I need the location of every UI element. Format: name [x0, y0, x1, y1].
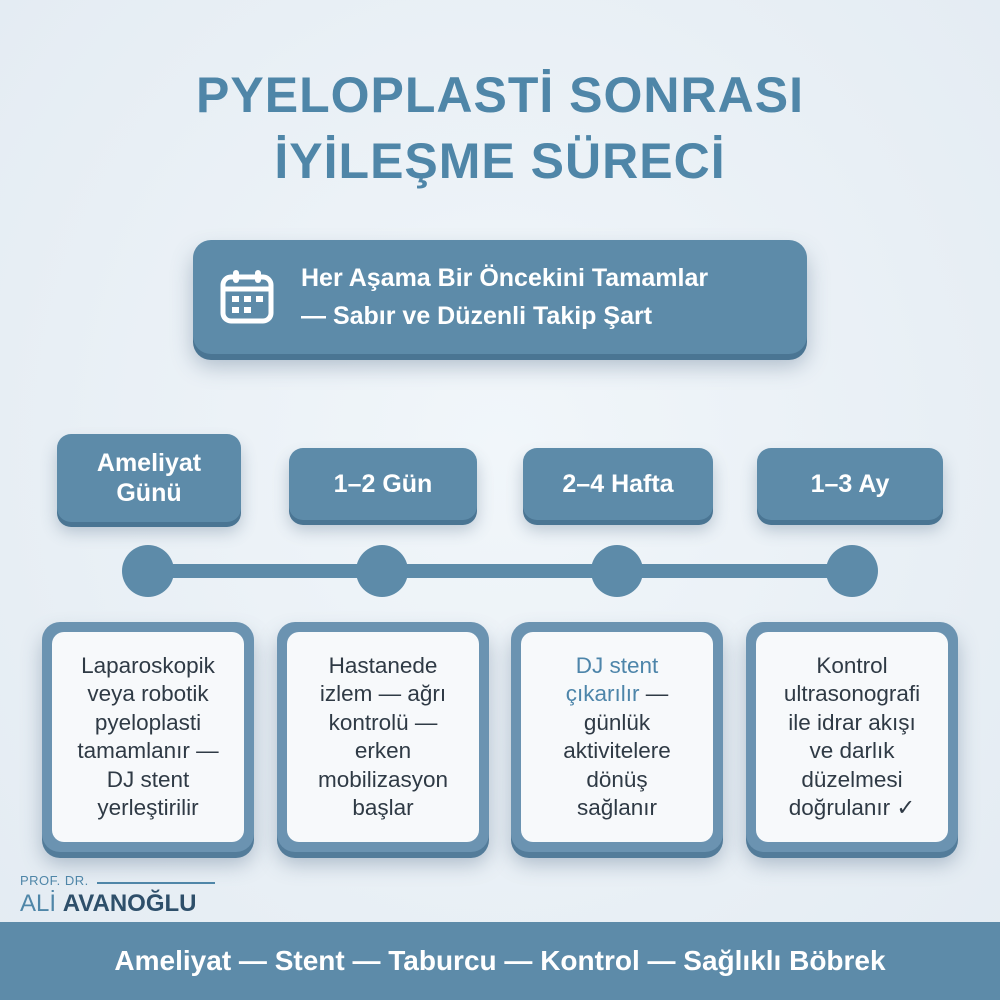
stage-card-1	[42, 622, 254, 852]
card-line: ve darlık	[809, 738, 895, 763]
card-line: düzelmesi	[801, 766, 903, 792]
stage-label-2	[289, 448, 477, 520]
card-line: Laparoskopik	[81, 652, 215, 678]
card-line: kontrolü —	[328, 709, 438, 735]
card-line: tamamlanır —	[77, 738, 219, 763]
footer-text: Ameliyat — Stent — Taburcu — Kontrol — Sağlıklı Böbrek	[114, 945, 886, 976]
stage-card-3	[511, 622, 723, 852]
stage-card-4	[746, 622, 958, 852]
card-line: doğrulanır ✓	[788, 795, 916, 820]
stage-label-line: Günü	[116, 479, 182, 507]
stage-label-3	[523, 448, 713, 520]
brand-logo	[20, 873, 215, 925]
card-line: izlem — ağrı	[319, 681, 447, 706]
card-line: sağlanır	[576, 795, 658, 820]
card-line: DJ stent	[106, 766, 190, 792]
card-line: dönüş	[586, 766, 648, 792]
timeline-node	[591, 545, 643, 597]
timeline-node	[826, 545, 878, 597]
stage-card-2	[277, 622, 489, 852]
brand-first-name: ALİ	[20, 890, 57, 917]
title-line-2: İYİLEŞME SÜRECİ	[274, 133, 726, 189]
card-line: veya robotik	[87, 681, 209, 706]
card-line: aktivitelere	[563, 738, 671, 763]
card-line: Hastanede	[328, 652, 438, 678]
card-line: ile idrar akışı	[788, 709, 916, 735]
stage-label-4	[757, 448, 943, 520]
card-line: ultrasonografi	[783, 681, 921, 706]
timeline-node	[122, 545, 174, 597]
brand-rule	[97, 882, 215, 884]
card-line: çıkarılır —	[565, 681, 669, 706]
stage-label-line: Ameliyat	[96, 449, 202, 477]
footer-bar	[0, 922, 1000, 1000]
card-line: yerleştirilir	[97, 795, 199, 820]
timeline-bar	[148, 564, 854, 578]
card-line: mobilizasyon	[317, 766, 449, 792]
card-line: erken	[354, 738, 412, 763]
page-title	[0, 62, 1000, 194]
card-line: Kontrol	[816, 652, 888, 678]
card-line-highlight: DJ stent	[575, 652, 659, 678]
card-line: başlar	[352, 795, 414, 820]
stage-label-line: 2–4 Hafta	[562, 470, 674, 498]
title-line-1: PYELOPLASTİ SONRASI	[196, 67, 804, 123]
brand-prefix: PROF. DR.	[20, 873, 89, 888]
banner-line-1: Her Aşama Bir Öncekini Tamamlar	[301, 264, 709, 292]
card-line: günlük	[583, 709, 651, 735]
info-banner	[193, 240, 807, 354]
timeline-node	[356, 545, 408, 597]
banner-line-2: — Sabır ve Düzenli Takip Şart	[301, 302, 653, 330]
calendar-icon	[217, 267, 277, 327]
stage-label-1	[57, 434, 241, 522]
card-highlight-text: çıkarılır	[565, 681, 640, 706]
card-line: pyeloplasti	[94, 709, 202, 735]
brand-last-name: AVANOĞLU	[62, 890, 197, 917]
stage-label-line: 1–2 Gün	[333, 470, 433, 498]
timeline	[0, 540, 1000, 600]
stage-label-line: 1–3 Ay	[810, 470, 890, 498]
